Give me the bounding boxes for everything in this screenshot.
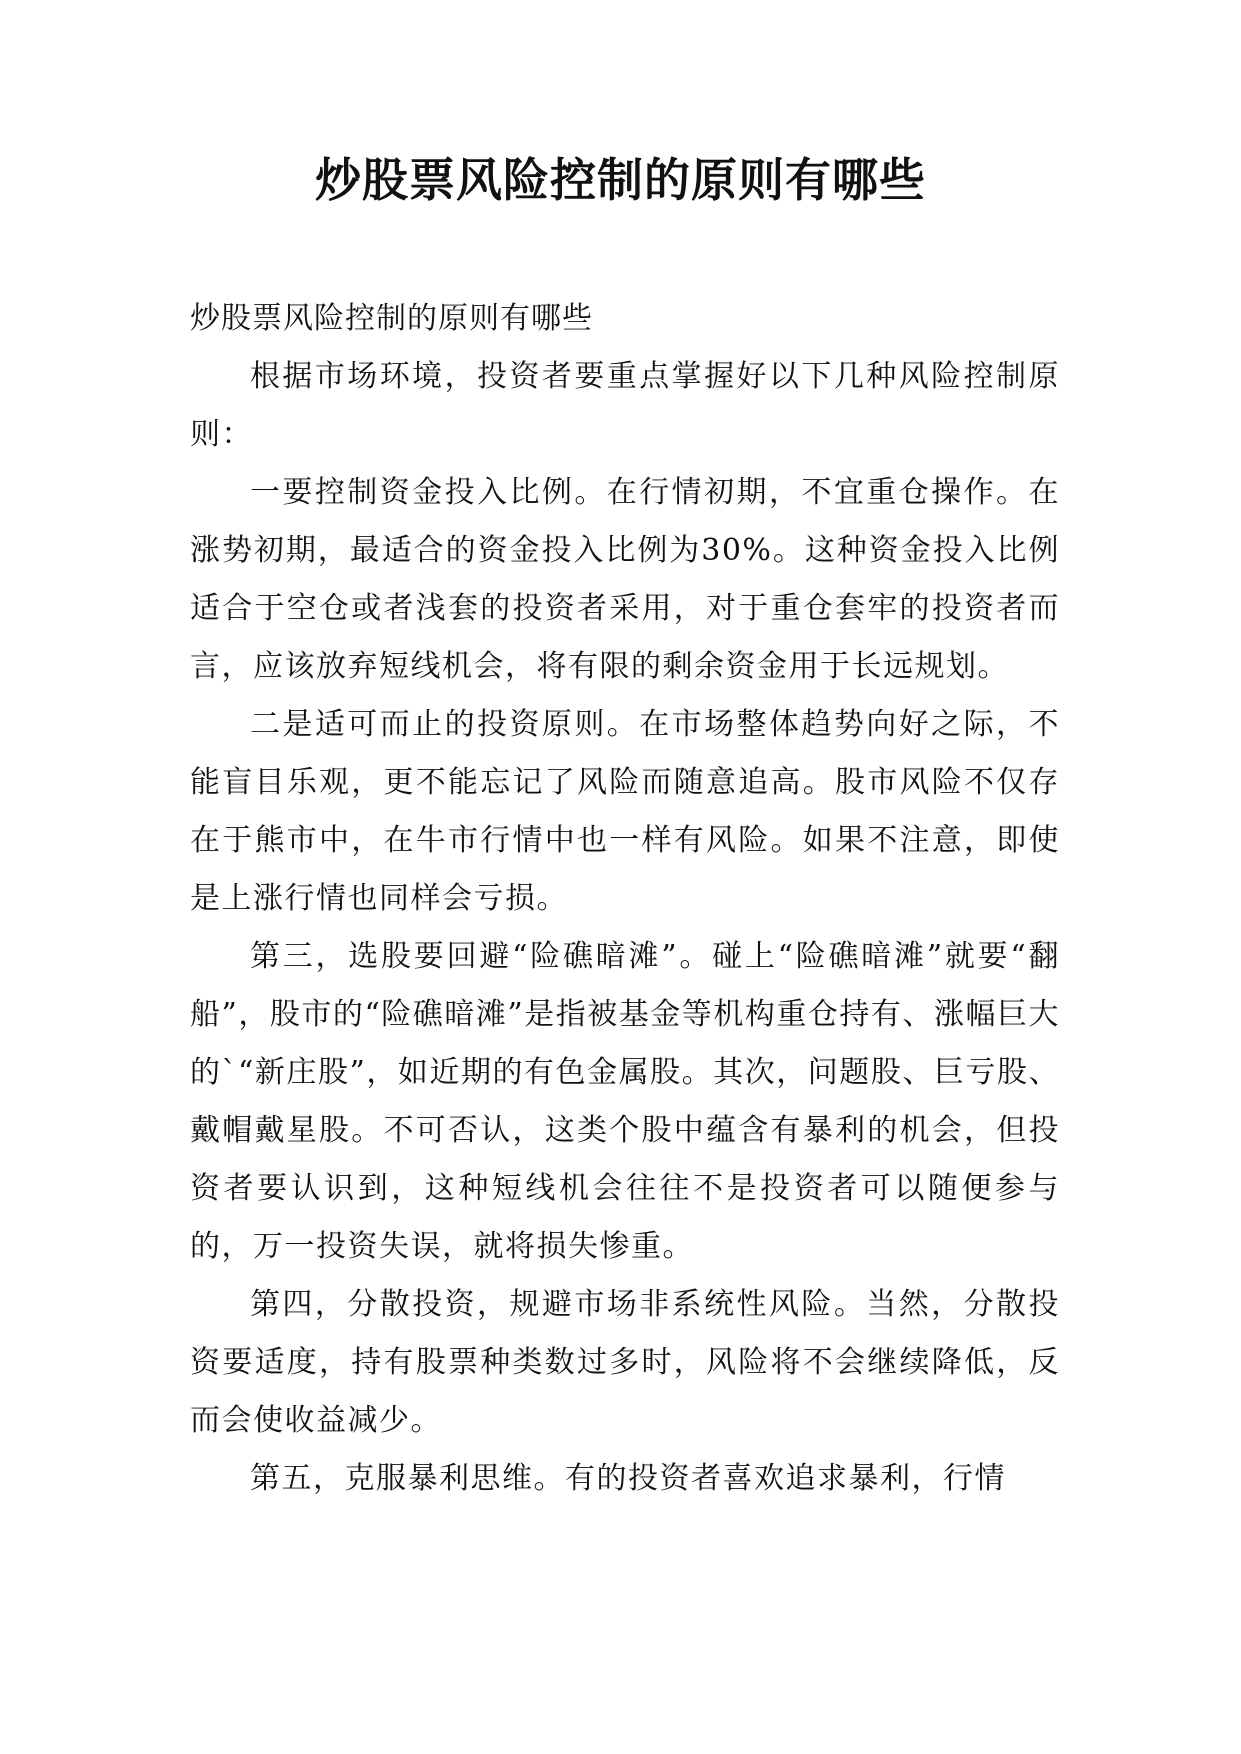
document-title: 炒股票风险控制的原则有哪些 [315,153,926,207]
paragraph-principle-3: 第三，选股要回避“险礁暗滩”。碰上“险礁暗滩”就要“翻船”，股市的“险礁暗滩”是指被基金等机构重仓持有、涨幅巨大的`“新庄股”，如近期的有色金属股。其次，问题股、巨亏股、戴帽戴星股。不可否认，这类个股中蕴含有暴利的机会，但投资者要认识到，这种短线机会往往不是投资者可以随便参与的，万一投资失误，就将损失惨重。 [190,939,1060,1264]
document-subtitle: 炒股票风险控制的原则有哪些 [190,301,593,336]
paragraph-principle-5: 第五，克服暴利思维。有的投资者喜欢追求暴利，行情 [250,1461,1006,1496]
paragraph-principle-2: 二是适可而止的投资原则。在市场整体趋势向好之际，不能盲目乐观，更不能忘记了风险而随意追高。股市风险不仅存在于熊市中，在牛市行情中也一样有风险。如果不注意，即使是上涨行情也同样会亏损。 [190,707,1060,916]
paragraph-principle-1: 一要控制资金投入比例。在行情初期，不宜重仓操作。在涨势初期，最适合的资金投入比例为30%。这种资金投入比例适合于空仓或者浅套的投资者采用，对于重仓套牢的投资者而言，应该放弃短线机会，将有限的剩余资金用于长远规划。 [190,475,1060,684]
document-body [190,290,1060,1508]
paragraph-principle-4: 第四，分散投资，规避市场非系统性风险。当然，分散投资要适度，持有股票种类数过多时，风险将不会继续降低，反而会使收益减少。 [190,1287,1060,1438]
paragraph-intro: 根据市场环境，投资者要重点掌握好以下几种风险控制原则： [190,359,1060,452]
